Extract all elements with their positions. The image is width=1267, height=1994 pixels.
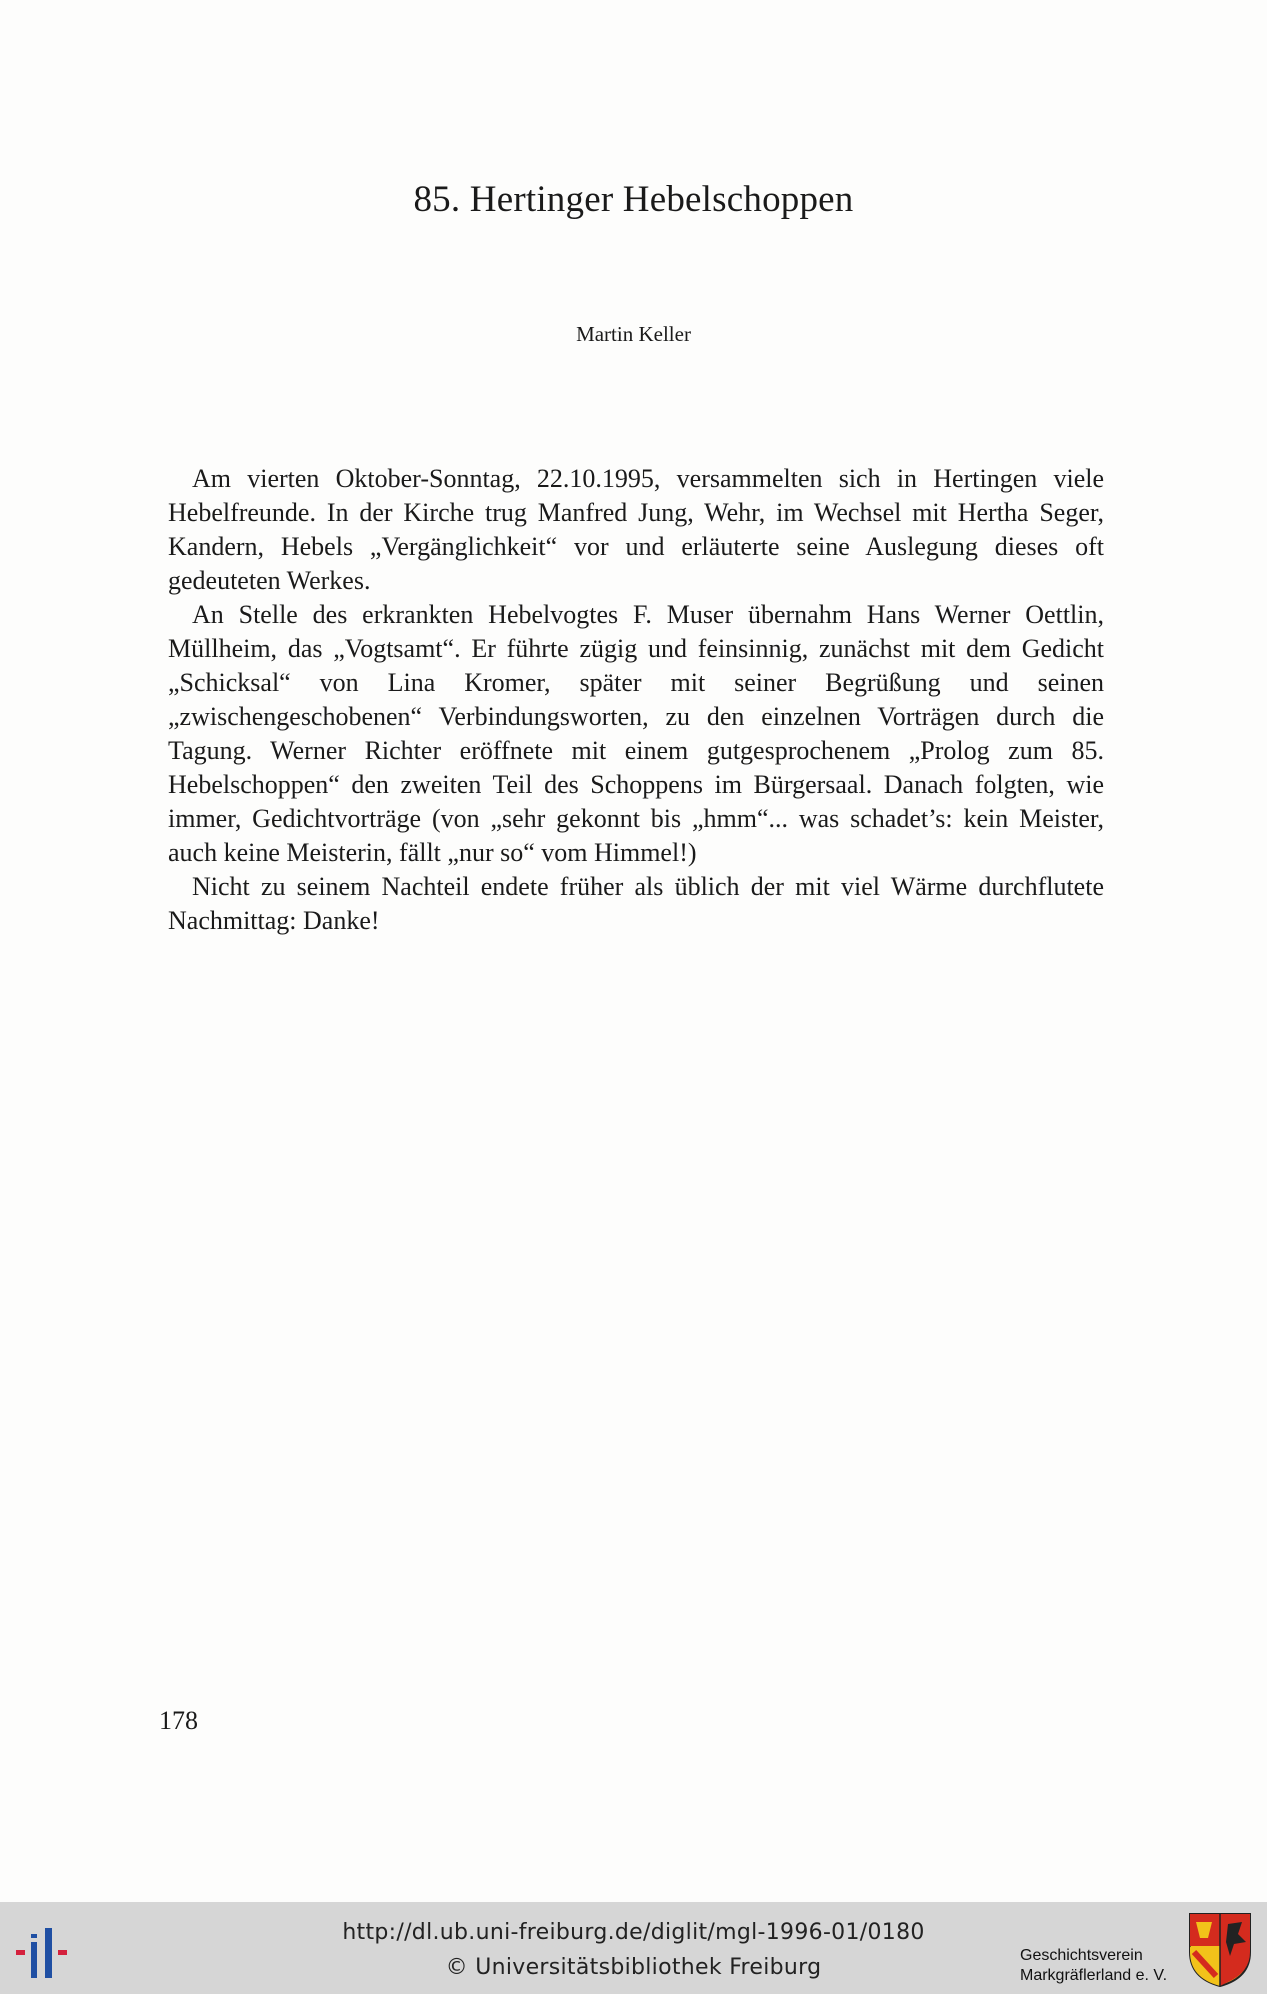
article-body (168, 462, 1104, 938)
paragraph-3: Nicht zu seinem Nachteil endete früher als üblich der mit viel Wärme durchflutete Nachmittag: Danke! (168, 872, 1104, 935)
page-number: 178 (159, 1706, 198, 1735)
footer-copyright: © Universitätsbibliothek Freiburg (445, 1955, 822, 1980)
org-name-line-1: Geschichtsverein (1020, 1947, 1143, 1964)
footer-organization (1020, 1946, 1167, 1986)
footer-url-link[interactable]: http://dl.ub.uni-freiburg.de/diglit/mgl-1996-01/0180 (342, 1920, 925, 1945)
coat-of-arms-icon (1188, 1912, 1252, 1988)
org-name-line-2: Markgräflerland e. V. (1020, 1967, 1168, 1984)
paragraph-1: Am vierten Oktober-Sonntag, 22.10.1995, versammelten sich in Hertingen viele Hebelfreunde. In der Kirche trug Manfred Jung, Wehr, im Wechsel mit Hertha Seger, Kandern, Hebels „Vergänglichkeit“ vor und erläuterte seine Auslegung dieses oft gedeuteten Werkes. (168, 464, 1104, 595)
document-title: 85. Hertinger Hebelschoppen (413, 179, 854, 220)
paragraph-2: An Stelle des erkrankten Hebelvogtes F. Muser übernahm Hans Werner Oettlin, Müllheim, das „Vogtsamt“. Er führte zügig und feinsinnig, zunächst mit dem Gedicht „Schicksal“ von Lina Kromer, später mit seiner Begrüßung und seinen „zwischengeschobenen“ Verbindungsworten, zu den einzelnen Vorträgen durch die Tagung. Werner Richter eröffnete mit einem gutgesprochenem „Prolog zum 85. Hebelschoppen“ den zweiten Teil des Schoppens im Bürgersaal. Danach folgten, wie immer, Gedichtvorträge (von „sehr gekonnt bis „hmm“... was schadet’s: kein Meister, auch keine Meisterin, fällt „nur so“ vom Himmel!) (168, 600, 1104, 867)
footer-bar (0, 1902, 1267, 1994)
document-author: Martin Keller (576, 322, 691, 346)
